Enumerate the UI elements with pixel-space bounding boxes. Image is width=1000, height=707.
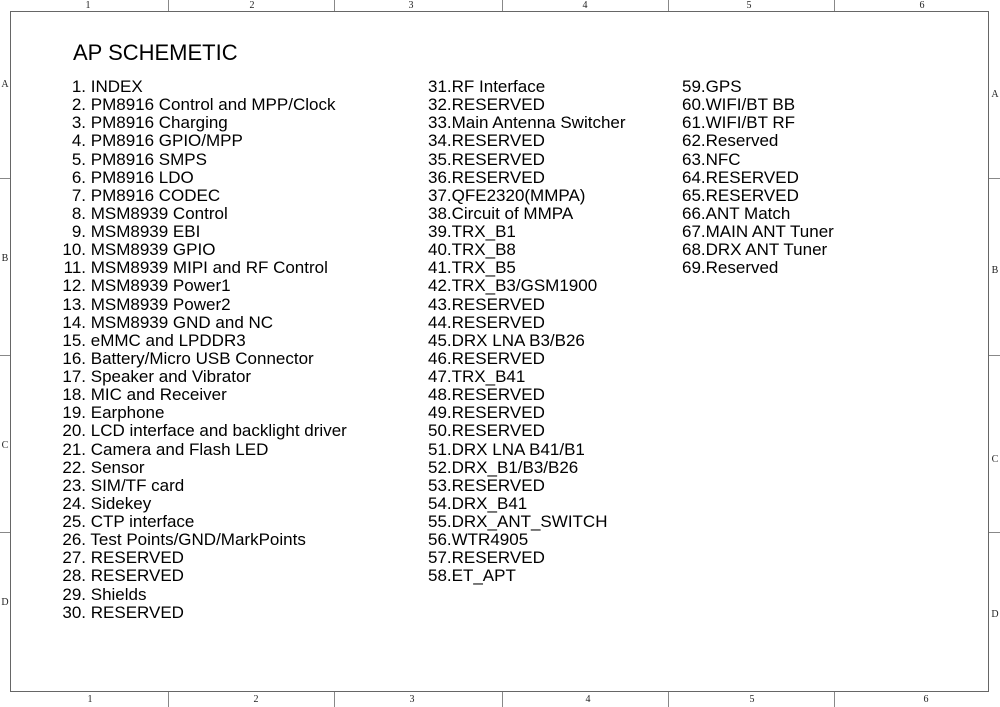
index-entry bbox=[58, 277, 347, 295]
index-entry-label: eMMC and LPDDR3 bbox=[90, 330, 246, 350]
index-entry-number: 2. bbox=[71, 95, 86, 115]
index-entry-number: 30. bbox=[62, 602, 86, 622]
index-entry-label: MSM8939 MIPI and RF Control bbox=[90, 258, 328, 278]
zone-row-marker: B bbox=[1, 253, 9, 264]
index-entry-label: Shields bbox=[90, 584, 147, 604]
index-entry-number: 23. bbox=[62, 475, 86, 495]
index-entry bbox=[58, 567, 347, 585]
index-entry-number: 5. bbox=[71, 149, 86, 169]
index-entry: 49.RESERVED bbox=[428, 403, 545, 423]
index-entry bbox=[58, 513, 347, 531]
index-entry-label: Sidekey bbox=[90, 493, 152, 513]
zone-divider bbox=[668, 692, 669, 707]
zone-column-marker: 2 bbox=[253, 694, 259, 705]
zone-divider bbox=[168, 0, 169, 11]
zone-column-marker: 5 bbox=[746, 0, 752, 11]
index-entry-label: RESERVED bbox=[90, 602, 184, 622]
index-entry-number: 19. bbox=[62, 403, 86, 423]
index-entry: 37.QFE2320(MMPA) bbox=[428, 185, 586, 205]
index-entry: 63.NFC bbox=[682, 149, 741, 169]
zone-column-marker: 6 bbox=[919, 0, 925, 11]
index-entry-label: CTP interface bbox=[90, 512, 195, 531]
index-entry: 47.TRX_B41 bbox=[428, 367, 526, 386]
index-entry: 46.RESERVED bbox=[428, 348, 545, 368]
index-entry-number: 22. bbox=[62, 457, 86, 477]
zone-divider bbox=[168, 692, 169, 707]
index-entry: 48.RESERVED bbox=[428, 385, 545, 405]
index-entry: 51.DRX LNA B41/B1 bbox=[428, 439, 585, 459]
index-entry bbox=[58, 332, 347, 350]
index-entry bbox=[58, 151, 347, 169]
index-entry: 58.ET_APT bbox=[428, 566, 516, 586]
index-entry-label: RESERVED bbox=[90, 566, 184, 586]
index-entry: 68.DRX ANT Tuner bbox=[682, 240, 828, 260]
index-entry bbox=[58, 169, 347, 187]
index-entry bbox=[58, 78, 347, 96]
index-entry-number: 9. bbox=[71, 222, 86, 241]
index-entry: 67.MAIN ANT Tuner bbox=[682, 222, 834, 241]
index-entry-label: Speaker and Vibrator bbox=[90, 367, 252, 386]
index-entry-number: 13. bbox=[62, 294, 86, 314]
zone-divider bbox=[0, 355, 10, 356]
zone-divider bbox=[989, 532, 1000, 533]
zone-divider bbox=[668, 0, 669, 11]
index-entry-number: 1. bbox=[71, 77, 86, 96]
index-entry: 40.TRX_B8 bbox=[428, 240, 516, 260]
index-entry: 34.RESERVED bbox=[428, 131, 545, 151]
index-entry: 50.RESERVED bbox=[428, 421, 545, 441]
index-entry-label: Camera and Flash LED bbox=[90, 439, 269, 459]
index-entry bbox=[58, 96, 347, 114]
index-entry-label: INDEX bbox=[90, 77, 143, 96]
zone-row-marker: D bbox=[991, 609, 999, 620]
index-entry bbox=[58, 477, 347, 495]
index-entry-number: 25. bbox=[62, 512, 86, 531]
index-entry: 59.GPS bbox=[682, 77, 742, 96]
index-entry: 41.TRX_B5 bbox=[428, 258, 516, 278]
index-entry-label: MSM8939 GND and NC bbox=[90, 312, 274, 332]
index-entry: 65.RESERVED bbox=[682, 185, 799, 205]
index-column-2 bbox=[428, 78, 626, 586]
index-entry: 43.RESERVED bbox=[428, 294, 545, 314]
zone-divider bbox=[0, 532, 10, 533]
index-entry-number: 26. bbox=[62, 530, 86, 550]
zone-divider bbox=[834, 692, 835, 707]
index-entry-number: 24. bbox=[62, 493, 86, 513]
zone-column-marker: 3 bbox=[409, 694, 415, 705]
index-entry-label: MSM8939 EBI bbox=[90, 222, 201, 241]
index-entry bbox=[58, 604, 347, 622]
index-entry: 42.TRX_B3/GSM1900 bbox=[428, 276, 598, 296]
zone-row-marker: A bbox=[991, 89, 999, 100]
index-entry bbox=[58, 459, 347, 477]
index-entry bbox=[58, 132, 347, 150]
index-entry: 54.DRX_B41 bbox=[428, 493, 528, 513]
zone-column-marker: 1 bbox=[85, 0, 91, 11]
index-entry: 39.TRX_B1 bbox=[428, 222, 516, 241]
index-entry bbox=[58, 187, 347, 205]
index-entry: 36.RESERVED bbox=[428, 167, 545, 187]
index-entry-label: PM8916 CODEC bbox=[90, 185, 221, 205]
index-entry: 55.DRX_ANT_SWITCH bbox=[428, 512, 608, 531]
zone-divider bbox=[334, 0, 335, 11]
zone-row-marker: A bbox=[1, 79, 9, 90]
index-entry-label: PM8916 Control and MPP/Clock bbox=[90, 95, 336, 115]
index-entry-label: LCD interface and backlight driver bbox=[90, 421, 347, 441]
index-entry: 32.RESERVED bbox=[428, 95, 545, 115]
index-entry: 35.RESERVED bbox=[428, 149, 545, 169]
index-entry bbox=[58, 314, 347, 332]
index-entry-label: SIM/TF card bbox=[90, 475, 185, 495]
index-entry: 57.RESERVED bbox=[428, 548, 545, 568]
zone-column-marker: 3 bbox=[408, 0, 414, 11]
index-entry bbox=[58, 223, 347, 241]
index-entry bbox=[58, 549, 347, 567]
index-entry-label: MSM8939 Control bbox=[90, 203, 228, 223]
index-entry-number: 8. bbox=[71, 203, 86, 223]
index-entry: 66.ANT Match bbox=[682, 203, 791, 223]
zone-column-marker: 2 bbox=[249, 0, 255, 11]
index-entry bbox=[58, 586, 347, 604]
zone-divider bbox=[502, 0, 503, 11]
zone-column-marker: 6 bbox=[923, 694, 929, 705]
zone-row-marker: C bbox=[991, 454, 999, 465]
index-entry-number: 28. bbox=[62, 566, 86, 586]
index-entry bbox=[58, 350, 347, 368]
index-entry-number: 16. bbox=[62, 348, 86, 368]
zone-column-marker: 4 bbox=[582, 0, 588, 11]
index-entry-number: 29. bbox=[62, 584, 86, 604]
index-entry-number: 27. bbox=[62, 548, 86, 568]
index-entry-number: 11. bbox=[63, 258, 86, 278]
index-entry-label: PM8916 SMPS bbox=[90, 149, 207, 169]
index-entry-label: RESERVED bbox=[90, 548, 184, 568]
zone-column-marker: 4 bbox=[585, 694, 591, 705]
index-entry-number: 14. bbox=[62, 312, 86, 332]
index-entry-label: Battery/Micro USB Connector bbox=[90, 348, 314, 368]
index-entry: 60.WIFI/BT BB bbox=[682, 95, 796, 115]
index-entry bbox=[58, 386, 347, 404]
index-entry bbox=[58, 495, 347, 513]
index-entry bbox=[58, 241, 347, 259]
index-entry: 38.Circuit of MMPA bbox=[428, 203, 574, 223]
index-entry-number: 10. bbox=[62, 240, 86, 260]
index-entry-number: 18. bbox=[62, 385, 86, 405]
index-entry-label: MIC and Receiver bbox=[90, 385, 227, 405]
index-entry: 52.DRX_B1/B3/B26 bbox=[428, 457, 579, 477]
index-entry-number: 6. bbox=[71, 167, 86, 187]
index-entry bbox=[58, 296, 347, 314]
index-entry bbox=[58, 531, 347, 549]
index-entry: 62.Reserved bbox=[682, 131, 779, 151]
index-entry-number: 17. bbox=[62, 367, 86, 386]
index-entry-label: MSM8939 Power2 bbox=[90, 294, 231, 314]
index-entry-label: Test Points/GND/MarkPoints bbox=[90, 530, 306, 550]
zone-column-marker: 5 bbox=[749, 694, 755, 705]
index-entry-label: Earphone bbox=[90, 403, 165, 423]
index-entry: 33.Main Antenna Switcher bbox=[428, 113, 626, 133]
zone-row-marker: B bbox=[991, 265, 999, 276]
index-entry-number: 21. bbox=[62, 439, 86, 459]
index-entry: 45.DRX LNA B3/B26 bbox=[428, 330, 585, 350]
index-entry-number: 15. bbox=[62, 330, 86, 350]
index-entry bbox=[58, 441, 347, 459]
zone-column-marker: 1 bbox=[87, 694, 93, 705]
index-entry-number: 7. bbox=[71, 185, 86, 205]
index-entry bbox=[58, 422, 347, 440]
index-column-3 bbox=[682, 78, 834, 277]
index-entry bbox=[58, 114, 347, 132]
index-entry: 61.WIFI/BT RF bbox=[682, 113, 796, 133]
index-entry-label: Sensor bbox=[90, 457, 145, 477]
index-entry: 64.RESERVED bbox=[682, 167, 799, 187]
zone-divider bbox=[834, 0, 835, 11]
zone-row-marker: D bbox=[1, 597, 9, 608]
index-entry bbox=[58, 368, 347, 386]
index-entry-label: PM8916 LDO bbox=[90, 167, 194, 187]
zone-divider bbox=[989, 178, 1000, 179]
index-entry: 31.RF Interface bbox=[428, 77, 546, 96]
index-entry: 53.RESERVED bbox=[428, 475, 545, 495]
zone-divider bbox=[502, 692, 503, 707]
index-column-1 bbox=[58, 78, 347, 622]
index-entry-number: 20. bbox=[62, 421, 86, 441]
index-entry-label: MSM8939 Power1 bbox=[90, 276, 231, 296]
index-entry-label: MSM8939 GPIO bbox=[90, 240, 216, 260]
zone-row-marker: C bbox=[1, 440, 9, 451]
index-entry-number: 3. bbox=[71, 113, 86, 133]
index-entry bbox=[58, 205, 347, 223]
index-entry-label: PM8916 Charging bbox=[90, 113, 228, 133]
index-entry: 69.Reserved bbox=[682, 258, 779, 278]
index-entry: 56.WTR4905 bbox=[428, 530, 529, 550]
index-entry bbox=[58, 404, 347, 422]
zone-divider bbox=[989, 355, 1000, 356]
zone-divider bbox=[0, 178, 10, 179]
zone-divider bbox=[334, 692, 335, 707]
index-entry-label: PM8916 GPIO/MPP bbox=[90, 131, 243, 151]
page-title: AP SCHEMETIC bbox=[73, 40, 238, 65]
index-entry-number: 12. bbox=[62, 276, 86, 296]
index-entry bbox=[58, 259, 347, 277]
index-entry: 44.RESERVED bbox=[428, 312, 545, 332]
index-entry-number: 4. bbox=[71, 131, 86, 151]
